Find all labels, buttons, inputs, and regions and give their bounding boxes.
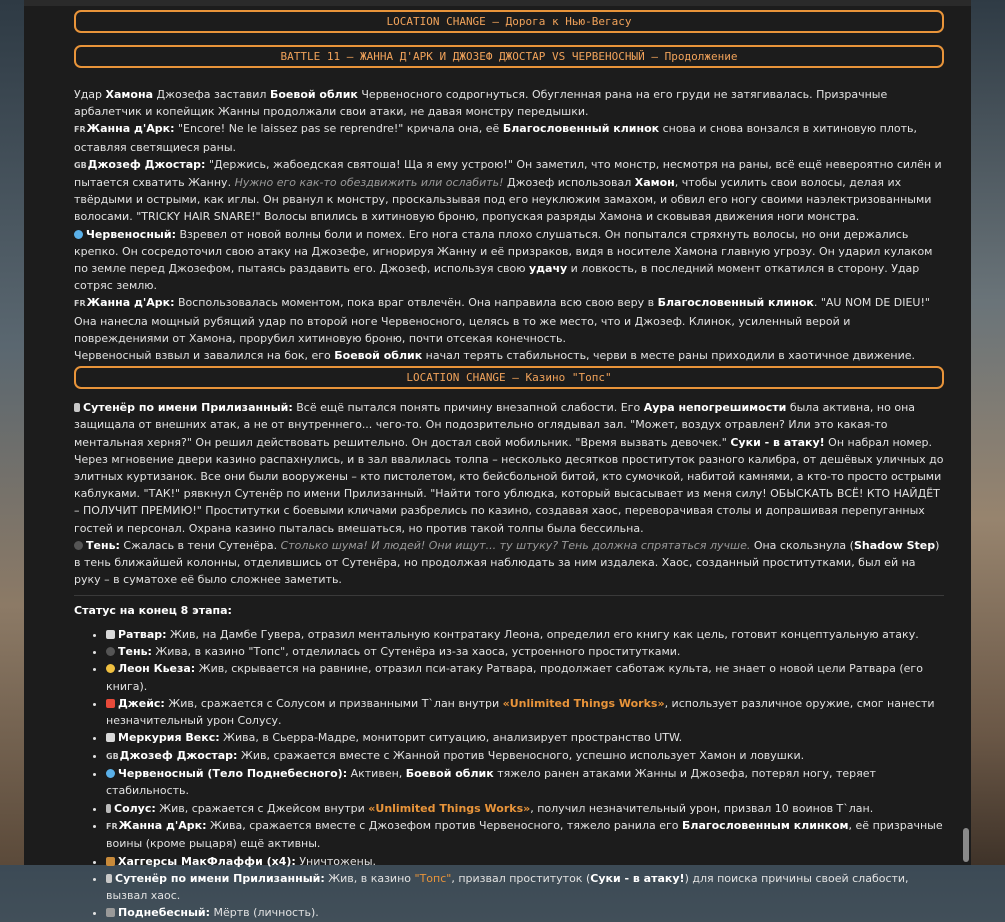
dagger-icon — [106, 804, 111, 813]
face-icon — [106, 664, 115, 673]
robot-icon — [106, 733, 115, 742]
paragraph-shadow: Тень: Сжалась в тени Сутенёра. Столько шума! И людей! Они ищут... ту штуку? Тень должна спрятаться лучше. Она скользнула (Shadow Step) в тень ближайшей колонны, отделившись от Сутенёра, но продолжая наблюдать за ним издалека. Хаос, созданный проститутками, был ей на руку – в суматохе её было сложнее заметить. — [74, 538, 940, 587]
location-banner-casino: LOCATION CHANGE – Казино "Топс" — [74, 366, 944, 389]
scrollbar-thumb[interactable] — [963, 828, 969, 862]
status-item-podnebesny: • Поднебесный: Мёртв (личность). — [106, 904, 944, 921]
collision-icon — [106, 699, 115, 708]
status-item-joseph: • GBДжозеф Джостар: Жив, сражается вместе с Жанной против Червеносного, успешно использует Хамон и ловушки. — [106, 747, 944, 765]
status-item-jeanne: • FRЖанна д'Арк: Жива, сражается вместе с Джозефом против Червеносного, тяжело ранила его Благословенным клинком, её призрачные воины (кроме рыцаря) ещё активны. — [106, 817, 944, 853]
status-item-solus: • Солус: Жив, сражается с Джейсом внутри «Unlimited Things Works», получил незначительный урон, призвал 10 воинов Т`лан. — [106, 800, 944, 817]
paragraph-jeanne-strike: FRЖанна д'Арк: Воспользовалась моментом, пока враг отвлечён. Она направила всю свою веру в Благословенный клинок. "AU NOM DE DIEU!" Она нанесла мощный рубящий удар по второй ноге Червеносного, целясь в то же место, что и Джозеф. Клинок, усиленный верой и повреждениями от Хамона, прорубил хитиновую броню, почти отсекая конечность. — [74, 296, 930, 345]
robot-icon — [106, 630, 115, 639]
status-item-jace: • Джейс: Жив, сражается с Солусом и призванными Т`лан внутри «Unlimited Things Works», использует различное оружие, смог нанести незначительный урон Солусу. — [106, 695, 944, 730]
status-item-huggers: • Хаггерсы МакФлаффи (x4): Уничтожены. — [106, 853, 944, 870]
battle-banner: BATTLE 11 – ЖАННА Д'АРК И ДЖОЗЕФ ДЖОСТАР VS ЧЕРВЕНОСНЫЙ – Продолжение — [74, 45, 944, 68]
fr-flag-icon: FR — [74, 125, 86, 135]
bear-icon — [106, 857, 115, 866]
gb-flag-icon: GB — [106, 751, 119, 761]
paragraph-hamon-strike: Удар Хамона Джозефа заставил Боевой облик Червеносного содрогнуться. Обугленная рана на его груди не затягивалась. Призрачные арбалетчик и копейщик Жанны продолжали свои атаки, не давая монстру передышки. — [74, 88, 888, 119]
status-item-ratvar: • Ратвар: Жив, на Дамбе Гувера, отразил ментальную контратаку Леона, определил его книгу как цель, готовит концептуальную атаку. — [106, 626, 944, 643]
status-item-shadow: • Тень: Жива, в казино "Топс", отделилась от Сутенёра из-за хаоса, устроенного проститутками. — [106, 643, 944, 660]
top-toolbar — [24, 0, 971, 6]
location-banner-road: LOCATION CHANGE – Дорога к Нью-Вегасу — [74, 10, 944, 33]
paragraph-jeanne: FRЖанна д'Арк: "Encore! Ne le laissez pas se reprendre!" кричала она, её Благословенный клинок снова и снова вонзался в хитиновую плоть, оставляя светящиеся раны. — [74, 122, 918, 154]
message-content — [74, 10, 944, 922]
divider — [74, 595, 944, 596]
pimp-icon — [106, 874, 112, 883]
status-list — [74, 626, 944, 922]
worm-icon — [106, 769, 115, 778]
gb-flag-icon: GB — [74, 160, 87, 170]
black-heart-icon — [74, 541, 83, 550]
paragraph-chervenosny: Червеносный: Взревел от новой волны боли и помех. Его нога стала плохо слушаться. Он попытался стряхнуть волосы, но они держались крепко. Он сосредоточил свою атаку на Джозефе, игнорируя Жанну и её призраков, видя в носителе Хамона главную угрозу. Он ударил кулаком по земле перед Джозефом, пытаясь раздавить его. Джозеф, используя свою удачу и ловкость, в последний момент откатился в сторону. Удар сотряс землю. — [74, 227, 933, 293]
status-item-mercuria: • Меркурия Векс: Жива, в Сьерра-Мадре, мониторит ситуацию, анализирует пространство UTW. — [106, 729, 944, 746]
paragraph-joseph: GBДжозеф Джостар: "Держись, жабоедская святоша! Ща я ему устрою!" Он заметил, что монстр, несмотря на раны, всё ещё невероятно силён и пытается схватить Жанну. Нужно его как-то обездвижить или ослабить! Джозеф использовал Хамон, чтобы усилить свои волосы, делая их твёрдыми и острыми, как иглы. Он рванул к монстру, проскальзывая под его неуклюжим замахом, и обвил его ногу своими наэлектризованными волосами. "TRICKY HAIR SNARE!" Волосы впились в хитиновую броню, пропуская разряды Хамона и сковывая движения ноги монстра. — [74, 157, 942, 224]
background-left — [0, 0, 24, 865]
status-item-leon: • Леон Кьеза: Жив, скрывается на равнине, отразил пси-атаку Ратвара, продолжает саботаж культа, не знает о новой цели Ратвара (его книга). — [106, 660, 944, 695]
fr-flag-icon: FR — [74, 299, 86, 309]
chat-panel — [24, 0, 971, 920]
fr-flag-icon: FR — [106, 821, 118, 831]
paragraph-pimp: Сутенёр по имени Прилизанный: Всё ещё пытался понять причину внезапной слабости. Его Аура непогрешимости была активна, но она защищала от внешних атак, а не от внутреннего... чего-то. Он подозрительно оглядывал зал. "Может, воздух отравлен? Или это какая-то ментальная херня?" Он решил действовать решительно. Он достал свой мобильник. "Время вызвать девочек." Суки - в атаку! Он набрал номер. Через мгновение двери казино распахнулись, и в зал ввалилась толпа – несколько десятков проституток разного калибра, от дешёвых уличных до элитных куртизанок. Все они были вооружены – кто пистолетом, кто бейсбольной битой, кто сумочкой, набитой камнями, а кто-то просто острыми каблуками. "ТАК!" рявкнул Сутенёр по имени Прилизанный. "Найти того ублюдка, который высасывает из меня силу! ОБЫСКАТЬ ВСЁ! КТО НАЙДЁТ – ПОЛУЧИТ ПРЕМИЮ!" Проститутки с боевыми кличами разбрелись по казино, создавая хаос, переворачивая столы и допрашивая перепуганных гостей и персонал. Охрана казино пыталась вмешаться, но против такой толпы была бессильна. — [74, 401, 944, 535]
background-right — [971, 0, 1005, 865]
status-item-pimp: • Сутенёр по имени Прилизанный: Жив, в казино "Топс", призвал проституток (Суки - в атаку!) для поиска причины своей слабости, вызвал хаос. — [106, 870, 944, 905]
paragraph-collapse: Червеносный взвыл и завалился на бок, его Боевой облик начал терять стабильность, черви в месте раны приходили в хаотичное движение. — [74, 349, 915, 363]
status-title: Статус на конец 8 этапа: — [74, 604, 232, 618]
scrollbar-track[interactable] — [962, 0, 969, 865]
black-heart-icon — [106, 647, 115, 656]
worm-icon — [74, 230, 83, 239]
pimp-icon — [74, 403, 80, 412]
people-icon — [106, 908, 115, 917]
status-item-chervenosny: • Червеносный (Тело Поднебесного): Активен, Боевой облик тяжело ранен атаками Жанны и Джозефа, потерял ногу, теряет стабильность. — [106, 765, 944, 800]
